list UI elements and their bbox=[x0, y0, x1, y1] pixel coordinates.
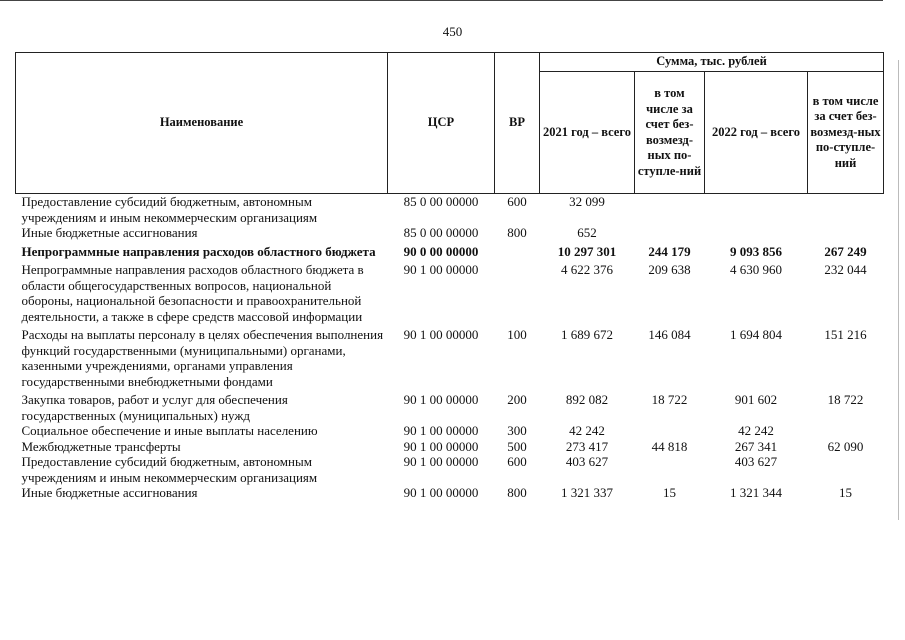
row-name: Предоставление субсидий бюджетным, автономным учреждениям и иным некоммерческим организациям bbox=[21, 194, 318, 225]
header-name: Наименование bbox=[16, 53, 388, 194]
row-csr: 90 1 00 00000 bbox=[403, 438, 479, 454]
header-2022-free: в том числе за счет без-возмезд-ных по-ступле-ний bbox=[808, 72, 884, 194]
row-csr: 90 1 00 00000 bbox=[403, 454, 479, 469]
header-2022-total: 2022 год – всего bbox=[705, 72, 808, 194]
row-vr: 600 bbox=[507, 454, 527, 469]
row-2021-total: 273 417 bbox=[565, 438, 609, 454]
table-row bbox=[16, 389, 884, 423]
table-body bbox=[16, 194, 884, 501]
row-2022-total: 901 602 bbox=[734, 392, 778, 407]
row-2021-total: 32 099 bbox=[569, 194, 605, 209]
row-2022-free bbox=[808, 423, 884, 439]
table-row bbox=[16, 324, 884, 389]
row-2021-free: 146 084 bbox=[648, 327, 691, 342]
table-row bbox=[16, 439, 884, 455]
table-row bbox=[16, 485, 884, 501]
row-2022-free: 267 249 bbox=[824, 243, 867, 259]
table-row bbox=[16, 225, 884, 241]
row-2021-total: 1 321 337 bbox=[561, 485, 613, 500]
row-vr: 800 bbox=[507, 485, 527, 500]
row-2022-free bbox=[808, 454, 884, 485]
row-2022-total: 1 694 804 bbox=[730, 327, 782, 342]
top-rule bbox=[0, 0, 883, 1]
row-csr: 85 0 00 00000 bbox=[403, 194, 479, 209]
table-row bbox=[16, 423, 884, 439]
row-name: Иные бюджетные ассигнования bbox=[21, 225, 198, 240]
header-2021-free: в том числе за счет без-возмезд-ных по-ступле-ний bbox=[635, 72, 705, 194]
row-name: Непрограммные направления расходов областного бюджета bbox=[21, 243, 376, 259]
row-2022-free: 232 044 bbox=[824, 262, 867, 277]
header-2021-total: 2021 год – всего bbox=[540, 72, 635, 194]
table-row bbox=[16, 259, 884, 324]
table-row bbox=[16, 241, 884, 260]
row-vr bbox=[495, 241, 540, 260]
header-vr: ВР bbox=[495, 53, 540, 194]
row-name: Социальное обеспечение и иные выплаты населению bbox=[21, 423, 318, 438]
row-2021-total: 4 622 376 bbox=[561, 262, 613, 277]
row-2022-total: 9 093 856 bbox=[730, 243, 782, 259]
row-2021-total: 403 627 bbox=[565, 454, 609, 469]
row-2021-total: 10 297 301 bbox=[557, 243, 617, 259]
header-sum: Сумма, тыс. рублей bbox=[540, 53, 884, 72]
row-2022-total: 403 627 bbox=[734, 454, 778, 469]
row-csr: 90 0 00 00000 bbox=[403, 243, 479, 259]
row-2022-free bbox=[808, 225, 884, 241]
row-2021-free bbox=[635, 225, 705, 241]
row-2022-total: 42 242 bbox=[738, 423, 774, 438]
row-2021-total: 652 bbox=[577, 225, 597, 240]
row-vr: 600 bbox=[507, 194, 527, 209]
row-csr: 85 0 00 00000 bbox=[403, 225, 479, 240]
row-2021-total: 1 689 672 bbox=[561, 327, 613, 342]
row-name: Межбюджетные трансферты bbox=[21, 438, 181, 454]
table-row bbox=[16, 454, 884, 485]
page-number: 450 bbox=[442, 24, 463, 39]
row-name: Иные бюджетные ассигнования bbox=[21, 485, 198, 500]
row-2022-total bbox=[705, 225, 808, 241]
row-2021-free: 44 818 bbox=[651, 438, 688, 454]
row-2022-total: 4 630 960 bbox=[730, 262, 782, 277]
row-2021-total: 892 082 bbox=[565, 392, 609, 407]
row-csr: 90 1 00 00000 bbox=[403, 423, 479, 438]
row-2021-free: 244 179 bbox=[648, 243, 691, 259]
row-name: Расходы на выплаты персоналу в целях обеспечения выполнения функций государственными (муниципальными) органами, казенными учреждениями, органами управления государственными внебюджетными фондами bbox=[21, 327, 384, 389]
row-2022-total bbox=[705, 194, 808, 226]
row-2021-free bbox=[635, 423, 705, 439]
row-2022-total: 1 321 344 bbox=[730, 485, 782, 500]
row-csr: 90 1 00 00000 bbox=[403, 392, 479, 407]
row-name: Закупка товаров, работ и услуг для обеспечения государственных (муниципальных) нужд bbox=[21, 392, 288, 423]
row-vr: 500 bbox=[507, 438, 527, 454]
row-2022-total: 267 341 bbox=[734, 438, 778, 454]
row-vr bbox=[495, 259, 540, 324]
row-2021-free: 18 722 bbox=[651, 392, 688, 407]
row-csr: 90 1 00 00000 bbox=[403, 485, 479, 500]
row-2021-free: 209 638 bbox=[648, 262, 691, 277]
row-2021-free: 15 bbox=[663, 485, 676, 500]
budget-table bbox=[15, 52, 884, 501]
row-csr: 90 1 00 00000 bbox=[403, 262, 479, 277]
table-row bbox=[16, 194, 884, 226]
row-name: Предоставление субсидий бюджетным, автономным учреждениям и иным некоммерческим организациям bbox=[21, 454, 318, 485]
row-2022-free: 18 722 bbox=[827, 392, 864, 407]
row-2021-free bbox=[635, 454, 705, 485]
row-name: Непрограммные направления расходов областного бюджета в области общегосударственных вопросов, национальной обороны, национальной безопасности и правоохранительной деятельности, а также в сфере средств массовой информации bbox=[21, 262, 364, 324]
row-2021-free bbox=[635, 194, 705, 226]
row-2021-total: 42 242 bbox=[569, 423, 605, 438]
row-2022-free: 151 216 bbox=[824, 327, 867, 342]
row-vr: 100 bbox=[507, 327, 527, 342]
row-vr: 300 bbox=[507, 423, 527, 438]
row-2022-free bbox=[808, 194, 884, 226]
row-2022-free: 15 bbox=[839, 485, 853, 500]
header-csr: ЦСР bbox=[388, 53, 495, 194]
row-csr: 90 1 00 00000 bbox=[403, 327, 479, 342]
row-2022-free: 62 090 bbox=[827, 438, 864, 454]
row-vr: 800 bbox=[507, 225, 527, 240]
scan-edge-line bbox=[898, 60, 899, 520]
row-vr: 200 bbox=[507, 392, 527, 407]
